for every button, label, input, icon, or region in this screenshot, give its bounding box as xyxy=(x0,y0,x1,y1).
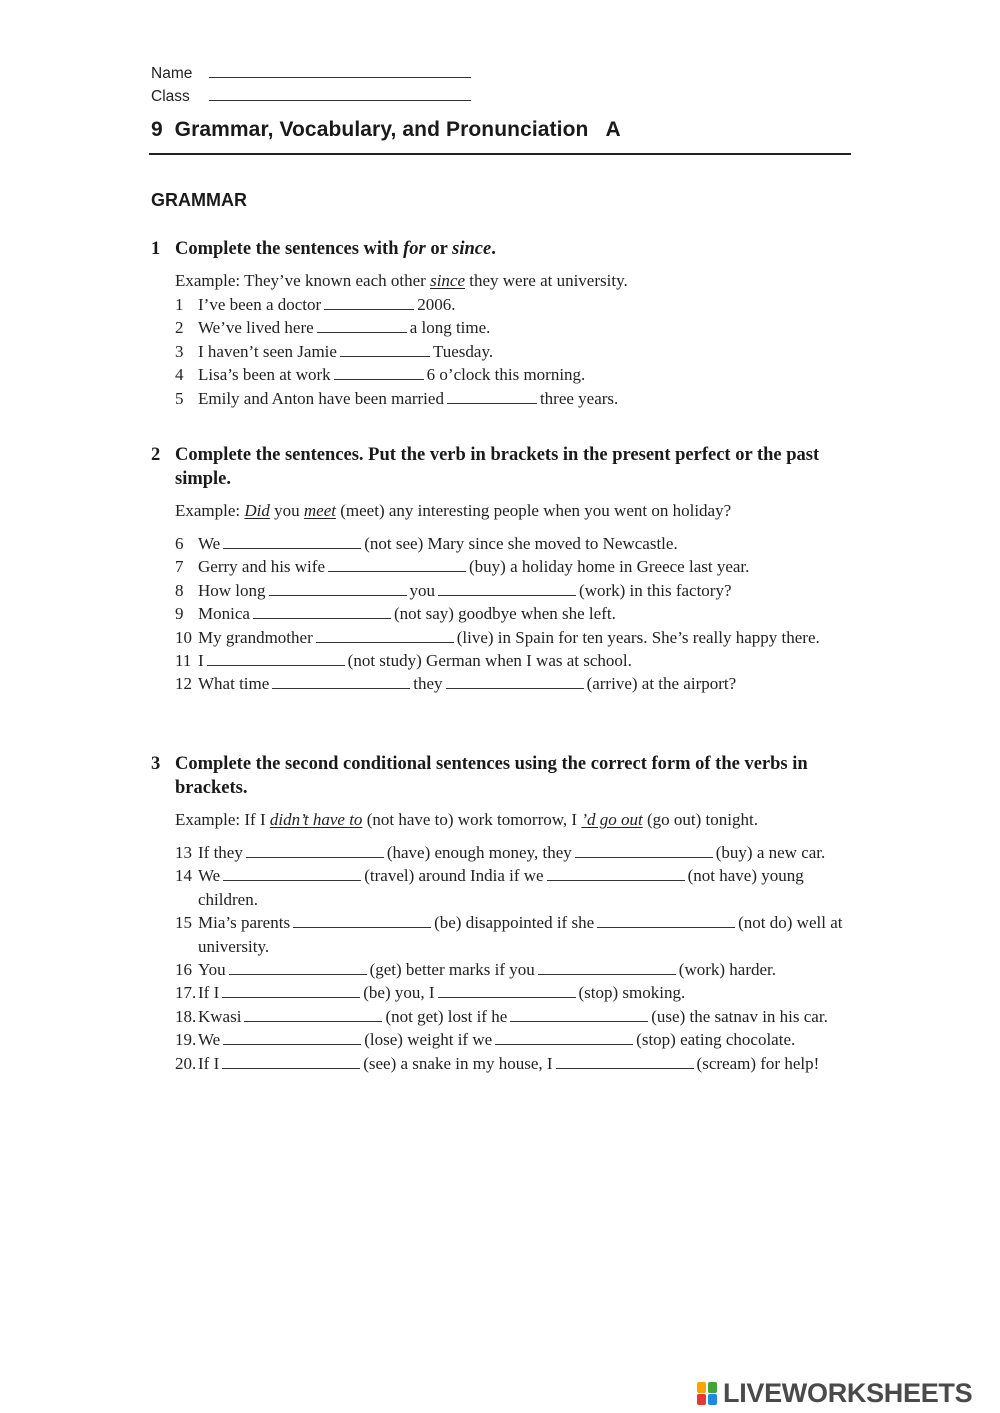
example-answer: meet xyxy=(303,501,336,520)
item-text: (work) in this factory? xyxy=(579,580,732,600)
item-text: (stop) smoking. xyxy=(578,983,686,1003)
item-number: 19. xyxy=(175,1030,197,1050)
item-text: (get) better marks if you xyxy=(369,960,535,980)
exercise-item xyxy=(175,532,855,555)
item-text: Emily and Anton have been married xyxy=(198,388,444,408)
section-heading: GRAMMAR xyxy=(151,190,247,210)
exercise-item xyxy=(175,864,855,911)
exercise-1-items xyxy=(175,293,855,410)
item-number: 18. xyxy=(175,1006,197,1026)
answer-blank[interactable] xyxy=(229,961,367,975)
exercise-1-heading xyxy=(151,237,851,261)
answer-blank[interactable] xyxy=(316,629,454,643)
item-number: 8 xyxy=(175,580,184,600)
example-answer: didn’t have to xyxy=(269,810,363,829)
answer-blank[interactable] xyxy=(317,319,407,333)
item-number: 11 xyxy=(175,651,192,671)
item-text: Gerry and his wife xyxy=(198,557,325,577)
exercise-instruction: Complete the second conditional sentences using the correct form of the verbs in brackets. xyxy=(175,754,808,798)
item-text: (see) a snake in my house, I xyxy=(363,1053,553,1073)
item-text: (not get) lost if he xyxy=(385,1006,508,1026)
item-text: (work) harder. xyxy=(678,960,777,980)
answer-blank[interactable] xyxy=(575,844,713,858)
class-field-line[interactable] xyxy=(209,87,471,101)
exercise-item xyxy=(175,981,855,1004)
exercise-item xyxy=(175,555,855,578)
item-text: (travel) around India if we xyxy=(364,866,544,886)
exercise-item xyxy=(175,1028,855,1051)
exercise-number: 2 xyxy=(151,445,161,465)
item-text: (not have) young children. xyxy=(198,866,804,909)
exercise-item xyxy=(175,649,855,672)
answer-blank[interactable] xyxy=(223,1031,361,1045)
item-text: 6 o’clock this morning. xyxy=(426,365,586,385)
item-text: If they xyxy=(198,843,243,862)
exercise-3-example: Example: If I didn’t have to (not have to) work tomorrow, I ’d go out (go out) tonight. xyxy=(175,810,758,829)
name-field-row xyxy=(151,64,471,83)
item-number: 17. xyxy=(175,983,197,1003)
item-text: What time xyxy=(198,674,270,694)
item-text: We xyxy=(198,1030,221,1050)
answer-blank[interactable] xyxy=(253,605,391,619)
exercise-item xyxy=(175,363,855,386)
item-text: Lisa’s been at work xyxy=(198,365,331,385)
item-text: (be) disappointed if she xyxy=(434,913,595,933)
item-number: 13 xyxy=(175,843,192,862)
item-text: I xyxy=(198,651,204,671)
item-text: three years. xyxy=(539,388,619,408)
item-text: (live) in Spain for ten years. She’s really happy there. xyxy=(456,627,820,647)
liveworksheets-logo-icon xyxy=(697,1380,719,1406)
exercise-item xyxy=(175,387,855,410)
item-text: (not do) well at university. xyxy=(198,913,843,956)
item-number: 12 xyxy=(175,674,192,694)
item-number: 2 xyxy=(175,318,184,338)
answer-blank[interactable] xyxy=(438,582,576,596)
item-number: 6 xyxy=(175,534,184,553)
item-number: 20. xyxy=(175,1053,197,1073)
exercise-1-example: Example: They’ve known each other since they were at university. xyxy=(175,271,628,290)
item-text: How long xyxy=(198,580,266,600)
item-text: (arrive) at the airport? xyxy=(586,674,737,694)
item-text: (not study) German when I was at school. xyxy=(347,651,632,671)
item-text: You xyxy=(198,960,226,980)
answer-blank[interactable] xyxy=(547,867,685,881)
answer-blank[interactable] xyxy=(538,961,676,975)
answer-blank[interactable] xyxy=(223,535,361,549)
item-text: Mia’s parents xyxy=(198,913,291,933)
item-text: My grandmother xyxy=(198,627,313,647)
liveworksheets-watermark xyxy=(697,1378,972,1408)
answer-blank[interactable] xyxy=(222,984,360,998)
answer-blank[interactable] xyxy=(556,1055,694,1069)
answer-blank[interactable] xyxy=(222,1055,360,1069)
exercise-instruction: Complete the sentences with for or since. xyxy=(175,239,496,259)
answer-blank[interactable] xyxy=(438,984,576,998)
item-text: If I xyxy=(198,983,220,1003)
exercise-item xyxy=(175,293,855,316)
exercise-item xyxy=(175,841,855,864)
exercise-2-items xyxy=(175,532,855,696)
item-text: (use) the satnav in his car. xyxy=(651,1006,828,1026)
exercise-item xyxy=(175,579,855,602)
item-number: 15 xyxy=(175,913,192,933)
item-text: Tuesday. xyxy=(432,341,494,361)
answer-blank[interactable] xyxy=(334,366,424,380)
item-text: (buy) a new car. xyxy=(715,843,826,862)
item-text: We xyxy=(198,534,221,553)
item-text: If I xyxy=(198,1053,220,1073)
answer-blank[interactable] xyxy=(244,1008,382,1022)
item-number: 4 xyxy=(175,365,184,385)
item-number: 1 xyxy=(175,295,184,314)
answer-blank[interactable] xyxy=(293,914,431,928)
exercise-item xyxy=(175,316,855,339)
item-text: Monica xyxy=(198,604,250,624)
answer-blank[interactable] xyxy=(246,844,384,858)
answer-blank[interactable] xyxy=(340,343,430,357)
item-number: 14 xyxy=(175,866,192,886)
example-answer: Did xyxy=(244,501,270,520)
exercise-item xyxy=(175,340,855,363)
answer-blank[interactable] xyxy=(495,1031,633,1045)
item-text: We xyxy=(198,866,221,886)
title-divider xyxy=(149,153,851,155)
exercise-item xyxy=(175,602,855,625)
item-text: 2006. xyxy=(417,295,456,314)
answer-blank[interactable] xyxy=(510,1008,648,1022)
item-text: (lose) weight if we xyxy=(364,1030,493,1050)
example-answer: ’d go out xyxy=(581,810,643,829)
exercise-item xyxy=(175,672,855,695)
class-field-row xyxy=(151,87,471,106)
name-label: Name xyxy=(151,65,193,82)
item-text: a long time. xyxy=(409,318,491,338)
exercise-item xyxy=(175,1052,855,1075)
brand-name: LIVEWORKSHEETS xyxy=(723,1377,973,1408)
item-text: Kwasi xyxy=(198,1006,242,1026)
exercise-item xyxy=(175,1005,855,1028)
exercise-3-heading xyxy=(151,752,851,800)
answer-blank[interactable] xyxy=(328,558,466,572)
answer-blank[interactable] xyxy=(324,296,414,310)
item-text: (not see) Mary since she moved to Newcastle. xyxy=(364,534,678,553)
answer-blank[interactable] xyxy=(223,867,361,881)
item-text: you xyxy=(409,580,436,600)
exercise-number: 1 xyxy=(151,239,161,259)
item-text: I’ve been a doctor xyxy=(198,295,322,314)
exercise-3-items xyxy=(175,841,855,1075)
answer-blank[interactable] xyxy=(207,652,345,666)
item-text: We’ve lived here xyxy=(198,318,314,338)
answer-blank[interactable] xyxy=(269,582,407,596)
exercise-2-heading xyxy=(151,443,851,491)
item-text: (stop) eating chocolate. xyxy=(636,1030,796,1050)
answer-blank[interactable] xyxy=(272,675,410,689)
answer-blank[interactable] xyxy=(447,390,537,404)
example-answer: since xyxy=(430,271,466,290)
item-number: 5 xyxy=(175,388,184,408)
item-text: (be) you, I xyxy=(363,983,435,1003)
item-text: (not say) goodbye when she left. xyxy=(393,604,616,624)
item-text: I haven’t seen Jamie xyxy=(198,341,337,361)
item-number: 9 xyxy=(175,604,184,624)
item-text: (buy) a holiday home in Greece last year. xyxy=(469,557,750,577)
item-number: 7 xyxy=(175,557,184,577)
exercise-instruction: Complete the sentences. Put the verb in brackets in the present perfect or the past simple. xyxy=(175,445,820,489)
item-number: 3 xyxy=(175,341,184,361)
class-label: Class xyxy=(151,88,190,105)
exercise-2-example: Example: Did you meet (meet) any interesting people when you went on holiday? xyxy=(175,501,732,520)
exercise-item xyxy=(175,958,855,981)
name-field-line[interactable] xyxy=(209,64,471,78)
item-number: 10 xyxy=(175,627,192,647)
item-text: (scream) for help! xyxy=(696,1053,820,1073)
item-text: (have) enough money, they xyxy=(386,843,572,862)
answer-blank[interactable] xyxy=(597,914,735,928)
exercise-item xyxy=(175,911,855,958)
item-text: they xyxy=(413,674,443,694)
unit-title: 9 Grammar, Vocabulary, and Pronunciation A xyxy=(151,118,621,141)
exercise-number: 3 xyxy=(151,754,161,774)
item-number: 16 xyxy=(175,960,192,980)
answer-blank[interactable] xyxy=(446,675,584,689)
exercise-item xyxy=(175,626,855,649)
